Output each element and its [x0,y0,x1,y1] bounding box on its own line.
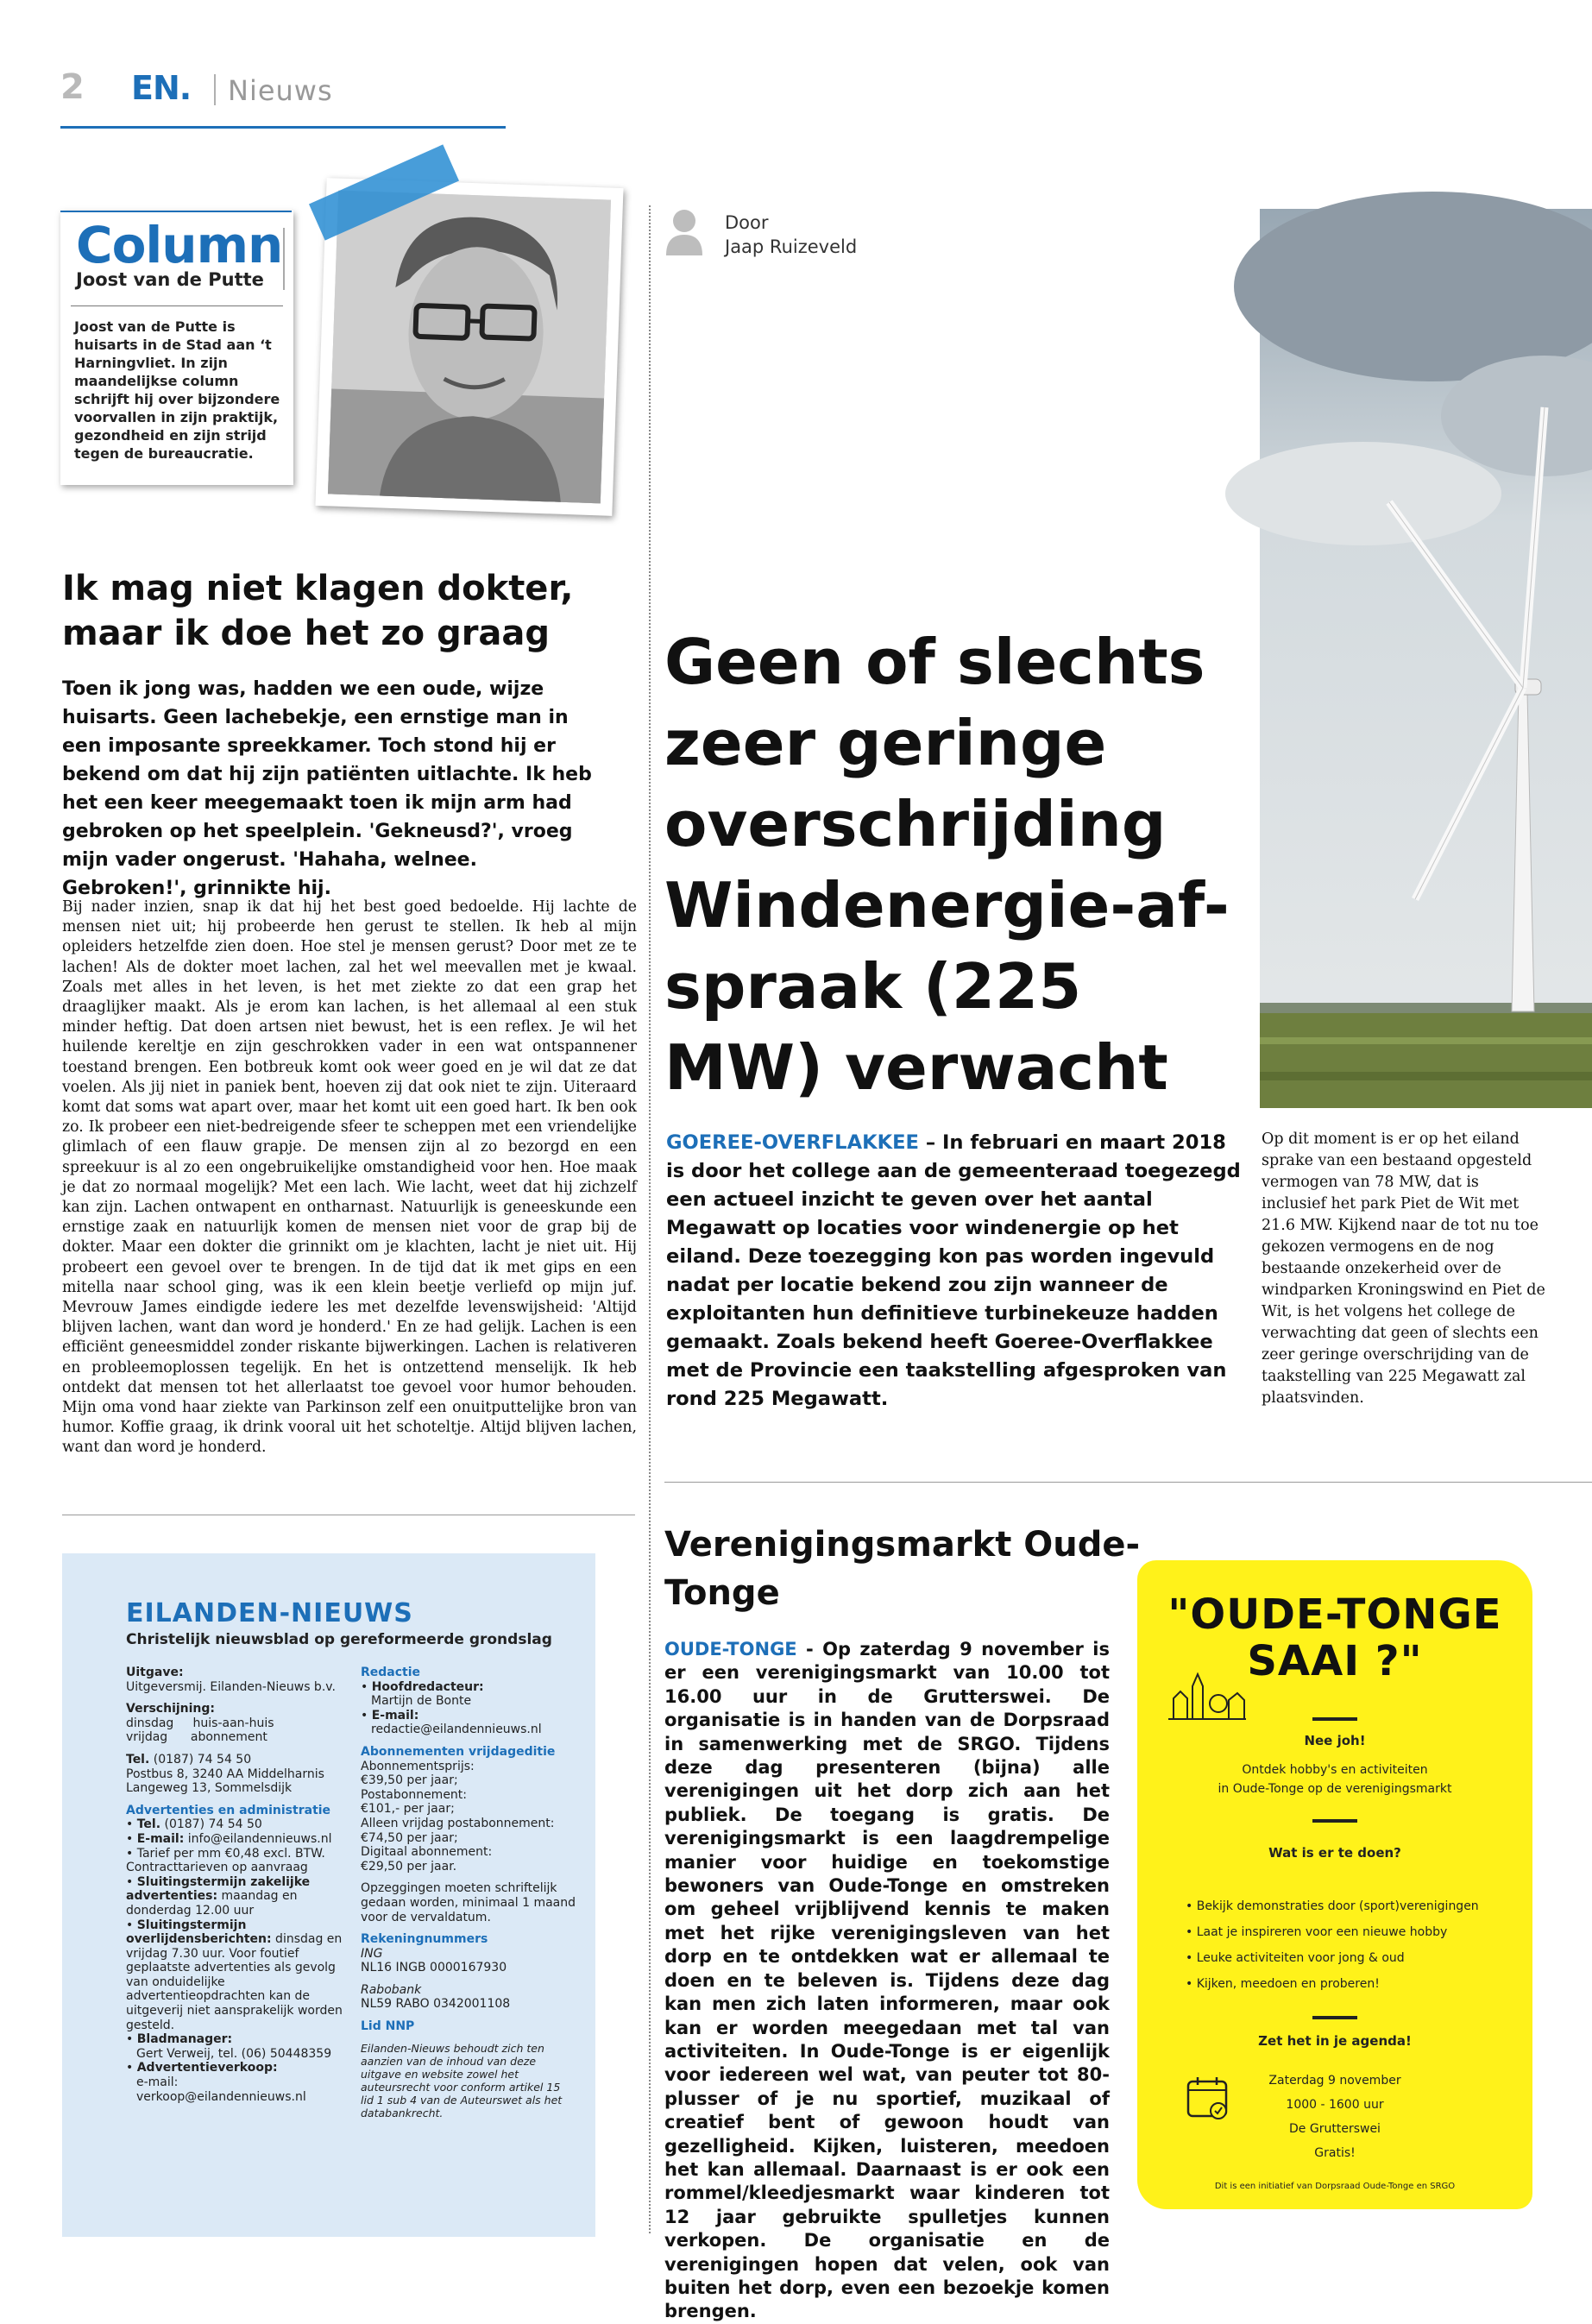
colophon-left-column [126,1666,350,2104]
opzegging-text: Opzeggingen moeten schriftelijk gedaan worden, minimaal 1 maand voor de vervaldatum. [361,1881,576,1924]
colophon-logo: EILANDEN-NIEUWS [126,1598,413,1628]
byline-author: Jaap Ruizeveld [725,236,858,257]
column-rule [71,305,283,306]
wind-end-rule [664,1482,1592,1483]
market-poster [1137,1560,1532,2209]
bladmanager-label: Bladmanager: [136,2032,233,2047]
poster-date: Zaterdag 9 november [1268,2074,1401,2088]
overlijden-label: Sluitingstermijn overlijdensberichten: [126,1918,272,1947]
adv-tel: (0187) 74 54 50 [160,1817,262,1832]
wind-lead-text: – In februari en maart 2018 is door het college aan de gemeenteraad toegezegd een actueel inzicht te geven over het aantal Megawatt op locaties voor windenergie op het eiland. Deze toezegging kon pas worden ingevuld nadat per locatie bekend zou zijn wanneer de exploitanten hun definitieve turbinekeuze hadden gemaakt. Zoals bekend heeft Goeree-Overflakkee met de Provincie een taakstelling afgesproken van rond 225 Megawatt. [666,1131,1241,1410]
header-divider [214,74,216,105]
column-title: Column [76,216,283,274]
verschijning-label: Verschijning: [126,1702,216,1716]
verkoop-email-label: e-mail: [136,2075,179,2090]
adv-email[interactable]: info@eilandennieuws.nl [184,1831,332,1846]
column-bio: Joost van de Putte is huisarts in de Stad aan ‘t Harningvliet. In zijn maandelijkse column schrijft hij over bijzondere voorvallen in zijn praktijk, gezondheid en zijn strijd tegen de bureaucratie. [74,318,280,462]
market-kicker: OUDE-TONGE [664,1639,797,1660]
brand-logo: EN. [131,69,192,107]
abo-line: €74,50 per jaar; [361,1830,458,1845]
colophon-right-column [361,1666,576,2119]
zakelijk-value: maandag en donderdag 12.00 uur [126,1889,298,1918]
author-avatar-icon [664,207,704,255]
rabo-label: Rabobank [361,1982,422,1997]
hoofdredacteur-value: Martijn de Bonte [371,1694,472,1709]
poster-footer: Dit is een initiatief van Dorpsraad Oude-Tonge en SRGO [1214,2182,1456,2191]
byline-label: Door [725,212,769,233]
poster-dash [1312,2016,1357,2019]
column-box [60,211,293,485]
column-box-topline [60,211,292,212]
header-rule [60,126,506,129]
wind-turbine-photo [1260,209,1592,1108]
poster-question: Wat is er te doen? [1268,1845,1401,1861]
poster-intro-2: in Oude-Tonge op de verenigingsmarkt [1218,1782,1452,1796]
redactie-title: Redactie [361,1666,421,1679]
nnp-label: Lid NNP [361,2019,415,2034]
abo-line: Postabonnement: [361,1787,468,1802]
overlijden-value: dinsdag en vrijdag 7.30 uur. Voor foutief geplaatste advertenties als gevolg van onduidelijke advertentieopdrachten kan de uitgeverij niet aansprakelijk worden gesteld. [126,1932,343,2032]
verschijning-2: vrijdag abonnement [126,1730,267,1745]
poster-dash [1312,1717,1357,1721]
wind-kicker: GOEREE-OVERFLAKKEE [666,1131,919,1154]
abo-line: €39,50 per jaar; [361,1773,458,1788]
poster-activity-list [1186,1893,1513,1997]
poster-nee: Nee joh! [1304,1733,1366,1748]
abo-line: Abonnementsprijs: [361,1759,475,1773]
column-lead: Toen ik jong was, hadden we een oude, wijze huisarts. Geen lachebekje, een ernstige man in een imposante spreekkamer. Toch stond hij er bekend om dat hij zijn patiënten uitlachte. Ik heb het een keer meegemaakt toen ik mijn arm had gebroken op het speelplein. 'Gekneusd?', vroeg mijn vader ongerust. 'Hahaha, welnee. Gebroken!', grinnikte hij. [62,678,592,899]
address-2: Langeweg 13, Sommelsdijk [126,1781,293,1796]
column-divider [283,228,285,290]
verkoop-email[interactable]: verkoop@eilandennieuws.nl [136,2089,306,2104]
byline [725,211,857,259]
tel-value: (0187) 74 54 50 [149,1752,252,1767]
poster-activity: • Leuke activiteiten voor jong & oud [1186,1951,1405,1965]
poster-activity: • Laat je inspireren voor een nieuwe hobby [1186,1925,1448,1939]
wind-lead [666,1129,1249,1414]
address-1: Postbus 8, 3240 AA Middelharnis [126,1767,324,1781]
poster-free: Gratis! [1314,2146,1356,2160]
abo-line: Alleen vrijdag postabonnement: [361,1816,555,1830]
bladmanager-value: Gert Verweij, tel. (06) 50448359 [136,2046,332,2061]
poster-activity: • Bekijk demonstraties door (sport)verenigingen [1186,1899,1479,1913]
section-title: Nieuws [228,74,333,107]
column-headline: Ik mag niet klagen dokter, maar ik doe het zo graag [62,569,574,653]
abo-line: €29,50 per jaar. [361,1859,457,1874]
poster-place: De Grutterswei [1289,2122,1381,2136]
column-separator [649,205,651,2233]
rekeningnummers-title: Rekeningnummers [361,1932,488,1947]
redactie-email[interactable]: redactie@eilandennieuws.nl [371,1723,542,1737]
verkoop-label: Advertentieverkoop: [136,2061,278,2075]
abonnementen-title: Abonnementen vrijdageditie [361,1744,556,1759]
poster-title-line1: "OUDE-TONGE [1167,1590,1502,1639]
colophon [62,1553,595,2237]
market-headline: Verenigingsmarkt Oude-Tonge [664,1525,1141,1613]
ing-label: ING [361,1946,383,1961]
adv-tarief: • Tarief per mm €0,48 excl. BTW. Contracttarieven op aanvraag [126,1847,350,1875]
wind-side-text: Op dit moment is er op het eiland sprake van een bestaand opgesteld vermogen van 78 MW, dat is inclusief het park Piet de Wit met 21.6 MW. Kijkend naar de tot nu toe gekozen vermogens en de nog bestaande onzekerheid over de windparken Kroningswind en Piet de Wit, is het volgens het college de verwachting dat geen of slechts een zeer geringe overschrijding van de taakstelling van 225 Megawatt zal plaatsvinden. [1262,1131,1545,1407]
column-author: Joost van de Putte [76,269,264,290]
page-number: 2 [60,67,85,107]
market-body [664,1638,1110,2324]
adv-tel-label: Tel. [136,1817,161,1832]
tel-label: Tel. [126,1752,150,1767]
advertenties-title: Advertenties en administratie [126,1803,331,1817]
wind-headline: Geen of slechts zeer geringe overschrijding Windenergie-af-spraak (225 MW) verwacht [664,626,1230,1104]
hoofdredacteur-label: Hoofdredacteur: [371,1679,484,1694]
abo-line: €101,- per jaar; [361,1802,455,1817]
author-photo [315,178,623,516]
uitgave-label: Uitgave: [126,1666,184,1679]
zakelijk-label: Sluitingstermijn zakelijke advertenties: [126,1874,311,1904]
colophon-subtitle: Christelijk nieuwsblad op gereformeerde grondslag [126,1631,552,1648]
poster-time: 1000 - 1600 uur [1286,2098,1384,2112]
abo-line: Digitaal abonnement: [361,1845,493,1860]
market-body-text: - Op zaterdag 9 november is er een verenigingsmarkt van 10.00 tot 16.00 uur in de Grutterswei. De organisatie is in handen van de Dorpsraad in samenwerking met de SRGO. Tijdens deze dag presenteren (bijna) alle verenigingen uit het dorp zich aan het publiek. De toegang is gratis. De verenigingsmarkt is een laagdrempelige manier voor huidige en toekomstige bewoners van Oude-Tonge en omstreken om geheel vrijblijvend kennis te maken met het rijke verenigingsleven van het dorp en te ontdekken wat er allemaal te doen en te beleven is. Tijdens deze dag kan men zich laten informeren, maar ook kan er worden meegedaan met tal van activiteiten. In Oude-Tonge is er eigenlijk voor iedereen wel wat, van peuter tot 80-plusser of je nu sportief, muzikaal of creatief bent of gewoon houdt van gezelligheid. Kijken, luisteren, meedoen het kan allemaal. Daarnaast is er ook een rommel/kleedjesmarkt waar kinderen tot 12 jaar gebruikte spulletjes kunnen verkopen. De organisatie en de verenigingen hopen dat velen, ook van buiten het dorp, even een bezoekje komen brengen. [664,1639,1110,2322]
poster-dash [1312,1819,1357,1823]
redactie-email-label: E-mail: [371,1708,419,1723]
column-body: Bij nader inzien, snap ik dat hij het best goed bedoelde. Hij lachte de mensen niet uit; hij probeerde hen gerust te stellen. Ik heb al mijn opleiders hetzelfde zien doen. Hoe stel je mensen gerust? Door met ze te lachen! Als de dokter moet lachen, zal het wel meevallen met je kwaal. Zoals met alles in het leven, is het met ziekte zo dat een grap het draaglijker maakt. Als je erom kan lachen, is het allemaal al een stuk minder heftig. Dat doen artsen niet bewust, het is een reflex. Je wil het huilende kereltje en zijn geschrokken vader in een wat ontspannener toestand brengen. Een botbreuk komt ook weer goed en je wil dat ze dat voelen. Als jij niet in paniek bent, hoeven zij dat ook niet te zijn. Uiteraard komt dat soms wat apart over, maar het komt uit een goed hart. Ik ben ook zo. Ik probeer een niet-bedreigende sfeer te scheppen met een vriendelijke glimlach of een flauw grapje. De mensen zijn al zo bezorgd en een spreekuur is al zo een ongebruikelijke omstandigheid voor hen. Hoe maak je dat zo normaal mogelijk? Met een lach. Wie lacht, weet dat hij zichzelf kan zijn. Lachen ontwapent en ontharnast. Natuurlijk is geneeskunde een ernstige zaak en natuurlijk komen de mensen niet voor de grap bij de dokter. Maar een dokter die grinnikt om je klachten, lacht je niet uit. Hij probeert een gevoel over te brengen. In de tijd dat ik met gips en een mitella naar school ging, was ik een klein beetje verliefd op mijn juf. Mevrouw James eindigde iedere les met dezelfde levenswijsheid: 'Altijd blijven lachen, want dan word je honderd.' En ze had gelijk. Lachen is een efficiënt geneesmiddel zonder riskante bijwerkingen. Lachen is relativeren en probleemoplossen tegelijk. En het is ontzettend menselijk. Ik heb ontdekt dat mensen tot het allerlaatst toe gevoel voor humor behouden. Mijn oma vond haar ziekte van Parkinson zelf een onuitputtelijke bron van humor. Koffie graag, ik drink vooral uit het schoteltje. Altijd blijven lachen, want dan word je honderd. [62,898,637,1457]
uitgave-value: Uitgeversmij. Eilanden-Nieuws b.v. [126,1679,336,1694]
disclaimer: Eilanden-Nieuws behoudt zich ten aanzien van de inhoud van deze uitgave en website zowel het auteursrecht voor conform artikel 15 lid 1 sub 4 van de Auteurswet als het databankrecht. [361,2041,563,2119]
rabo-value: NL59 RABO 0342001108 [361,1997,511,2012]
verschijning-1: dinsdag huis-aan-huis [126,1716,274,1730]
village-icon [1168,1669,1246,1724]
author-portrait [328,191,611,504]
ing-value: NL16 INGB 0000167930 [361,1961,507,1975]
poster-title-line2: SAAI ?" [1247,1637,1423,1685]
poster-activity: • Kijken, meedoen en proberen! [1186,1977,1380,1991]
adv-email-label: E-mail: [136,1831,185,1846]
poster-intro-1: Ontdek hobby's en activiteiten [1242,1763,1428,1777]
poster-agenda: Zet het in je agenda! [1258,2033,1412,2049]
